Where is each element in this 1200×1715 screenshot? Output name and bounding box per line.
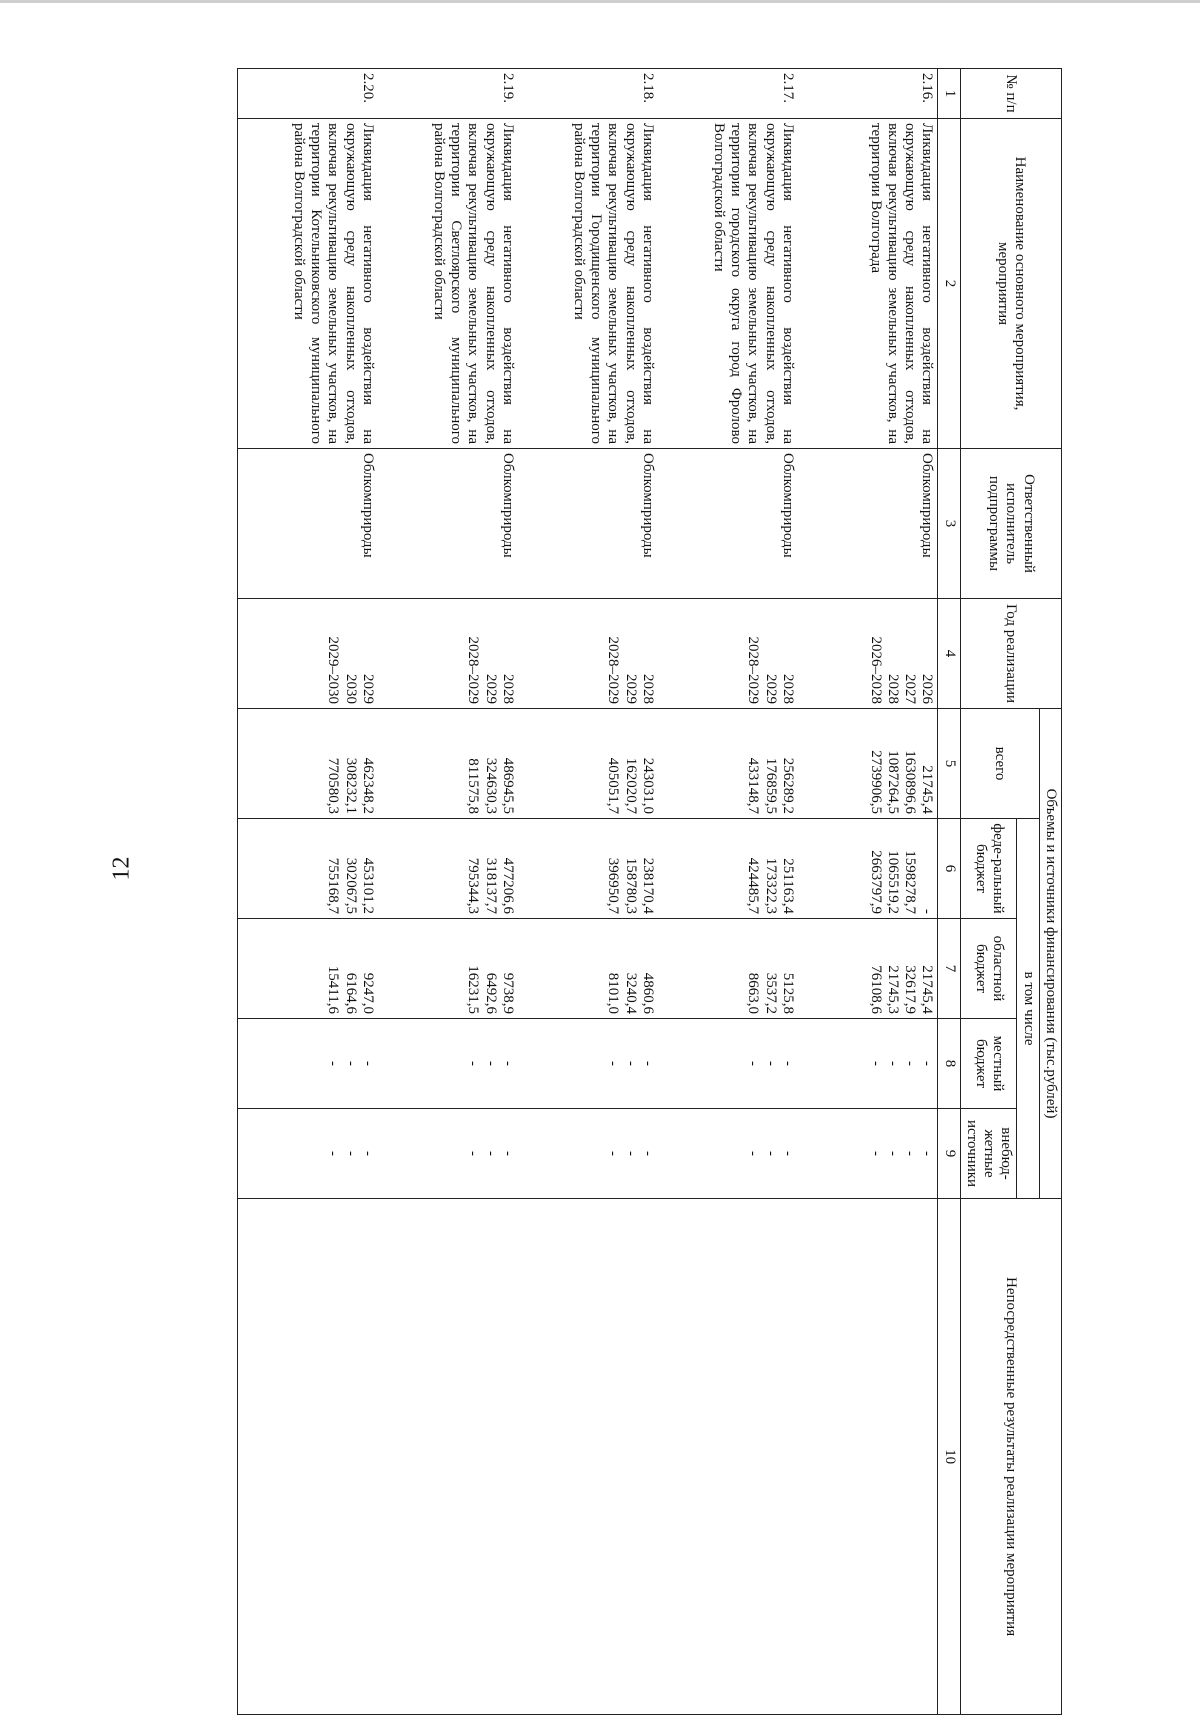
row-federal-value: 251163,4	[780, 858, 796, 914]
row-federal-value: 302067,5	[342, 857, 359, 914]
row-name: Ликвидация негативного воздействия на окружающую среду накопленных отходов, включая рекультивацию земельных участков, на территории Волгограда	[798, 119, 938, 449]
row-years-value: 2028	[500, 674, 516, 704]
row-years-value: 2029	[762, 674, 779, 704]
row-regional-value: 21745,4	[919, 965, 936, 1014]
row-years-value: 2029–2030	[325, 636, 342, 704]
row-local-value: -	[465, 1061, 482, 1066]
col-number: 10	[938, 1199, 960, 1715]
row-name: Ликвидация негативного воздействия на окружающую среду накопленных отходов, включая рекультивацию земельных участков, на территории Котельниковского муниципального района Волгоградской области	[238, 119, 378, 449]
row-local	[798, 1019, 938, 1109]
row-number: 2.17.	[658, 69, 798, 119]
row-federal-value: 795344,3	[465, 857, 482, 914]
row-years-value: 2029	[482, 674, 499, 704]
header-number: № п/п	[960, 69, 1061, 119]
row-years	[658, 599, 798, 709]
row-years-value: 2029	[622, 674, 639, 704]
row-offbudget-value: -	[500, 1151, 516, 1157]
table-row	[518, 69, 658, 1715]
row-years-value: 2028	[885, 674, 901, 704]
row-local	[658, 1019, 798, 1109]
row-offbudget-value: -	[640, 1151, 656, 1157]
row-local-value: -	[780, 1061, 796, 1066]
row-regional-value: 21745,3	[885, 965, 901, 1014]
row-offbudget-value: -	[780, 1151, 796, 1157]
row-local-value: -	[885, 1061, 901, 1066]
row-offbudget	[658, 1109, 798, 1199]
row-regional-value: 4860,6	[640, 972, 656, 1014]
header-local: местный бюджет	[960, 1019, 1017, 1109]
header-including: в том числе	[1017, 819, 1039, 1199]
header-year: Год реализации	[960, 599, 1061, 709]
funding-table	[238, 68, 1063, 1715]
row-offbudget-value: -	[325, 1151, 342, 1157]
row-local-value: -	[325, 1061, 342, 1066]
row-results	[798, 1199, 938, 1715]
row-regional	[378, 919, 518, 1019]
row-regional-value: 8663,0	[745, 972, 762, 1014]
row-total-value: 243031,0	[640, 757, 656, 814]
header-offbudget: внебюд-жетные источники	[960, 1109, 1017, 1199]
row-total	[798, 709, 938, 819]
row-years-value: 2028–2029	[605, 636, 622, 704]
row-offbudget	[238, 1109, 378, 1199]
row-local	[518, 1019, 658, 1109]
row-federal-value: 424485,7	[745, 857, 762, 914]
row-local-value: -	[482, 1061, 499, 1066]
row-years	[378, 599, 518, 709]
row-total	[518, 709, 658, 819]
row-years	[238, 599, 378, 709]
row-offbudget-value: -	[902, 1151, 919, 1157]
row-federal-value: 477206,6	[500, 857, 516, 914]
row-number: 2.16.	[798, 69, 938, 119]
row-offbudget-value: -	[342, 1151, 359, 1157]
row-federal	[798, 819, 938, 919]
row-name: Ликвидация негативного воздействия на окружающую среду накопленных отходов, включая рекультивацию земельных участков, на территории Городищенского муниципального района Волгоградской области	[518, 119, 658, 449]
row-years-value: 2026	[919, 674, 936, 704]
row-executor: Облкомприроды	[238, 449, 378, 599]
row-results	[238, 1199, 378, 1715]
table-row	[238, 69, 378, 1715]
row-federal	[238, 819, 378, 919]
row-executor: Облкомприроды	[378, 449, 518, 599]
row-total-value: 462348,2	[360, 757, 376, 814]
row-offbudget-value: -	[465, 1151, 482, 1157]
row-regional-value: 16231,5	[465, 965, 482, 1014]
col-number: 1	[938, 69, 960, 119]
row-federal-value: 158780,3	[622, 857, 639, 914]
row-local-value: -	[902, 1061, 919, 1066]
table-row	[798, 69, 938, 1715]
row-years-value: 2028	[640, 674, 656, 704]
row-regional-value: 32617,9	[902, 965, 919, 1014]
col-number: 4	[938, 599, 960, 709]
row-years-value: 2026–2028	[867, 636, 884, 704]
col-number: 8	[938, 1019, 960, 1109]
row-federal	[658, 819, 798, 919]
row-total-value: 176859,5	[762, 757, 779, 814]
row-federal-value: 318137,7	[482, 857, 499, 914]
row-offbudget-value: -	[622, 1151, 639, 1157]
row-federal-value: 173322,3	[762, 857, 779, 914]
row-local-value: -	[622, 1061, 639, 1066]
row-regional-value: 3537,2	[762, 972, 779, 1014]
table-row	[658, 69, 798, 1715]
row-years-value: 2030	[342, 674, 359, 704]
row-regional-value: 8101,0	[605, 972, 622, 1014]
header-federal: феде-ральный бюджет	[960, 819, 1017, 919]
header-name: Наименование основного мероприятия, мероприятия	[960, 119, 1061, 449]
col-number: 2	[938, 119, 960, 449]
column-numbers-row	[938, 69, 960, 1715]
row-total-value: 308232,1	[342, 757, 359, 814]
row-local	[378, 1019, 518, 1109]
page-number: 12	[108, 856, 135, 881]
row-total-value: 2739906,5	[867, 750, 884, 814]
row-offbudget-value: -	[482, 1151, 499, 1157]
row-offbudget-value: -	[745, 1151, 762, 1157]
row-total-value: 256289,2	[780, 757, 796, 814]
header-executor: Ответственный исполнитель подпрограммы	[960, 449, 1061, 599]
row-federal	[518, 819, 658, 919]
row-regional-value: 6492,6	[482, 972, 499, 1014]
row-years-value: 2028	[780, 674, 796, 704]
row-total	[658, 709, 798, 819]
row-total-value: 405051,7	[605, 757, 622, 814]
row-federal-value: 453101,2	[360, 857, 376, 914]
row-offbudget-value: -	[919, 1151, 936, 1157]
row-total-value: 162020,7	[622, 757, 639, 814]
row-offbudget-value: -	[885, 1151, 901, 1157]
scan-edge	[0, 0, 1200, 3]
row-regional-value: 6164,6	[342, 972, 359, 1014]
row-executor: Облкомприроды	[518, 449, 658, 599]
row-offbudget	[798, 1109, 938, 1199]
row-total-value: 21745,4	[919, 765, 936, 814]
row-offbudget	[518, 1109, 658, 1199]
rotated-table-wrapper	[156, 68, 1062, 1714]
row-local-value: -	[640, 1061, 656, 1066]
row-federal-value: 396950,7	[605, 857, 622, 914]
row-results	[518, 1199, 658, 1715]
row-number: 2.18.	[518, 69, 658, 119]
row-local-value: -	[919, 1061, 936, 1066]
row-offbudget-value: -	[867, 1151, 884, 1157]
row-regional	[798, 919, 938, 1019]
row-total-value: 811575,8	[465, 758, 482, 814]
row-total-value: 433148,7	[745, 757, 762, 814]
row-results	[658, 1199, 798, 1715]
table-body	[238, 69, 938, 1715]
row-executor: Облкомприроды	[658, 449, 798, 599]
row-local	[238, 1019, 378, 1109]
row-regional-value: 3240,4	[622, 972, 639, 1014]
row-regional	[518, 919, 658, 1019]
row-years	[798, 599, 938, 709]
row-federal-value: -	[919, 909, 936, 914]
row-federal-value: 755168,7	[325, 857, 342, 914]
row-years-value: 2027	[902, 674, 919, 704]
row-total-value: 1630896,6	[902, 750, 919, 814]
row-number: 2.19.	[378, 69, 518, 119]
row-years-value: 2029	[360, 674, 376, 704]
col-number: 3	[938, 449, 960, 599]
row-years-value: 2028–2029	[745, 636, 762, 704]
row-name: Ликвидация негативного воздействия на окружающую среду накопленных отходов, включая рекультивацию земельных участков, на территории Светлоярского муниципального района Волгоградской области	[378, 119, 518, 449]
row-federal	[378, 819, 518, 919]
row-local-value: -	[360, 1061, 376, 1066]
row-total	[378, 709, 518, 819]
header-regional: областной бюджет	[960, 919, 1017, 1019]
col-number: 6	[938, 819, 960, 919]
row-regional-value: 9247,0	[360, 972, 376, 1014]
row-federal-value: 1598278,7	[902, 850, 919, 914]
row-federal-value: 1065519,2	[885, 850, 901, 914]
row-offbudget-value: -	[605, 1151, 622, 1157]
header-funding: Объемы и источники финансирования (тыс.рублей)	[1039, 709, 1061, 1199]
row-offbudget-value: -	[360, 1151, 376, 1157]
table-header	[938, 69, 1062, 1715]
row-regional	[238, 919, 378, 1019]
row-number: 2.20.	[238, 69, 378, 119]
col-number: 9	[938, 1109, 960, 1199]
row-offbudget	[378, 1109, 518, 1199]
row-total-value: 324630,3	[482, 757, 499, 814]
row-regional-value: 5125,8	[780, 972, 796, 1014]
row-total-value: 1087264,5	[885, 750, 901, 814]
row-name: Ликвидация негативного воздействия на окружающую среду накопленных отходов, включая рекультивацию земельных участков, на территории городского округа город Фролово Волгоградской области	[658, 119, 798, 449]
header-results: Непосредственные результаты реализации мероприятия	[960, 1199, 1061, 1715]
row-regional-value: 9738,9	[500, 972, 516, 1014]
row-regional	[658, 919, 798, 1019]
row-total-value: 770580,3	[325, 757, 342, 814]
col-number: 7	[938, 919, 960, 1019]
row-local-value: -	[605, 1061, 622, 1066]
row-total	[238, 709, 378, 819]
row-regional-value: 15411,6	[325, 965, 342, 1014]
row-local-value: -	[762, 1061, 779, 1066]
col-number: 5	[938, 709, 960, 819]
row-federal-value: 238170,4	[640, 857, 656, 914]
row-local-value: -	[867, 1061, 884, 1066]
header-total: всего	[960, 709, 1039, 819]
row-regional-value: 76108,6	[867, 965, 884, 1014]
row-federal-value: 2663797,9	[867, 850, 884, 914]
table-row	[378, 69, 518, 1715]
row-offbudget-value: -	[762, 1151, 779, 1157]
row-local-value: -	[342, 1061, 359, 1066]
row-total-value: 486945,5	[500, 757, 516, 814]
row-years-value: 2028–2029	[465, 636, 482, 704]
row-local-value: -	[745, 1061, 762, 1066]
row-years	[518, 599, 658, 709]
row-executor: Облкомприроды	[798, 449, 938, 599]
row-local-value: -	[500, 1061, 516, 1066]
row-results	[378, 1199, 518, 1715]
